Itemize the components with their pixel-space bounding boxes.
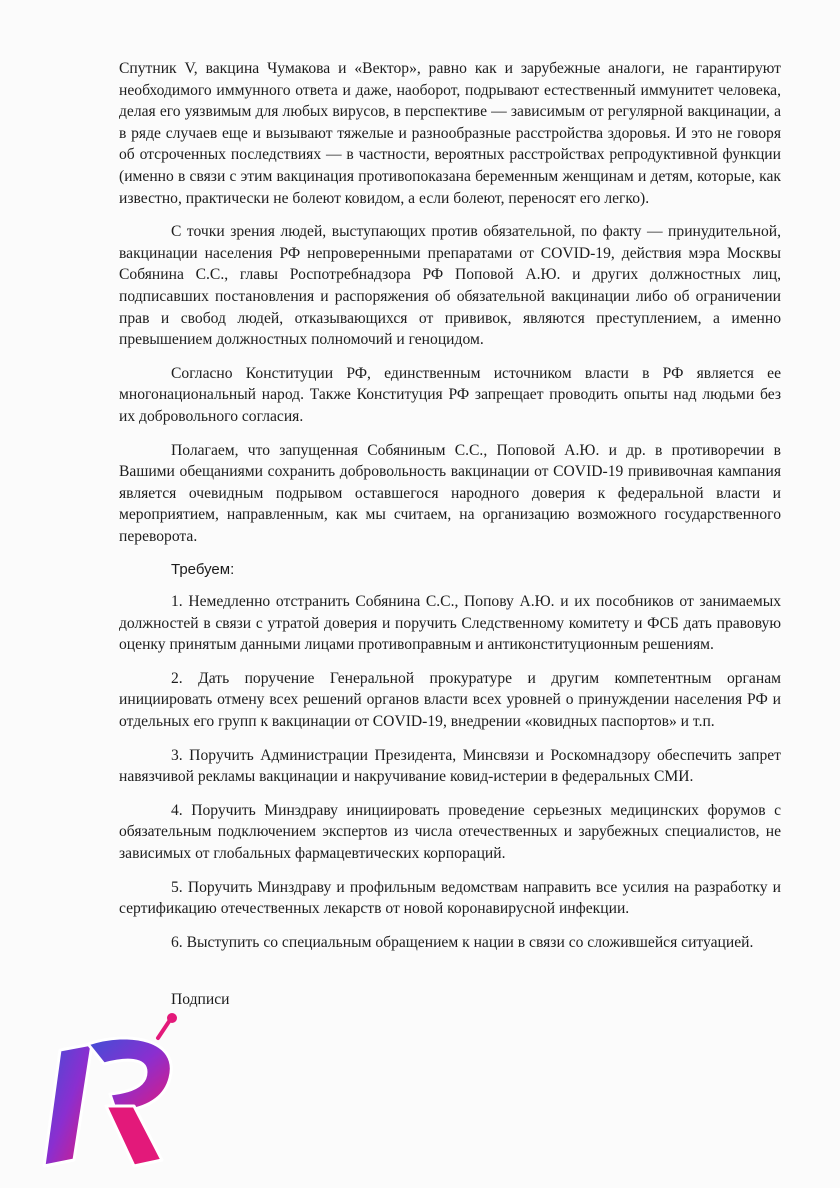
demand-item-2: 2. Дать поручение Генеральной прокуратуре и другим компетентным органам инициировать отмену всех решений органов власти всех уровней о принуждении населения РФ и отдельных его групп к вакцинации от COVID-19, внедрении «ковидных паспортов» и т.п.	[119, 669, 781, 731]
demand-item-3: 3. Поручить Администрации Президента, Минсвязи и Роскомнадзору обеспечить запрет навязчивой рекламы вакцинации и накручивание ковид-истерии в федеральных СМИ.	[119, 746, 781, 786]
paragraph-1: Спутник V, вакцина Чумакова и «Вектор», равно как и зарубежные аналоги, не гарантируют необходимого иммунного ответа и даже, наоборот, подрывают естественный иммунитет человека, делая его уязвимым для любых вирусов, в перспективе — зависимым от регулярной вакцинации, а в ряде случаев еще и вызывают тяжелые и разнообразные расстройства здоровья. И это не говоря об отсроченных последствиях — в частности, вероятных расстройствах репродуктивной функции (именно в связи с этим вакцинация противопоказана беременным женщинам и детям, которые, как известно, практически не болеют ковидом, а если болеют, переносят его легко).	[119, 60, 781, 207]
signatures-label: Подписи	[171, 991, 230, 1009]
paragraph-3: Согласно Конституции РФ, единственным источником власти в РФ является ее многонациональный народ. Также Конституция РФ запрещает проводить опыты над людьми без их добровольного согласия.	[119, 364, 781, 425]
document-body	[119, 58, 781, 1023]
demand-item-1: 1. Немедленно отстранить Собянина С.С., Попову А.Ю. и их пособников от занимаемых должностей в связи с утратой доверия и поручить Следственному комитету и ФСБ дать правовую оценку принятым данными лицами противоправным и антиконституционным решениям.	[119, 593, 781, 654]
demand-heading: Требуем:	[171, 561, 235, 579]
demand-item-5: 5. Поручить Минздраву и профильным ведомствам направить все усилия на разработку и сертификацию отечественных лекарств от новой коронавирусной инфекции.	[119, 878, 781, 918]
paragraph-2: С точки зрения людей, выступающих против обязательной, по факту — принудительной, вакцинации населения РФ непроверенными препаратами от COVID-19, действия мэра Москвы Собянина С.С., главы Роспотребнадзора РФ Поповой А.Ю. и других должностных лиц, подписавших постановления и распоряжения об обязательной вакцинации либо об ограничении прав и свобод людей, отказывающихся от прививок, являются преступлением, а именно превышением должностных полномочий и геноцидом.	[119, 223, 781, 349]
paragraph-4: Полагаем, что запущенная Собяниным С.С., Поповой А.Ю. и др. в противоречии в Вашими обещаниями сохранить добровольность вакцинации от COVID-19 прививочная кампания является очевидным подрывом оставшегося народного доверия к федеральной власти и мероприятием, направленным, как мы считаем, на организацию возможного государственного переворота.	[119, 441, 781, 545]
demand-item-6: 6. Выступить со специальным обращением к нации в связи со сложившейся ситуацией.	[171, 933, 754, 951]
demand-item-4: 4. Поручить Минздраву инициировать проведение серьезных медицинских форумов с обязательным подключением экспертов из числа отечественных и зарубежных специалистов, не зависимых от глобальных фармацевтических корпораций.	[119, 801, 781, 862]
r-letter-logo-icon	[30, 1010, 200, 1180]
